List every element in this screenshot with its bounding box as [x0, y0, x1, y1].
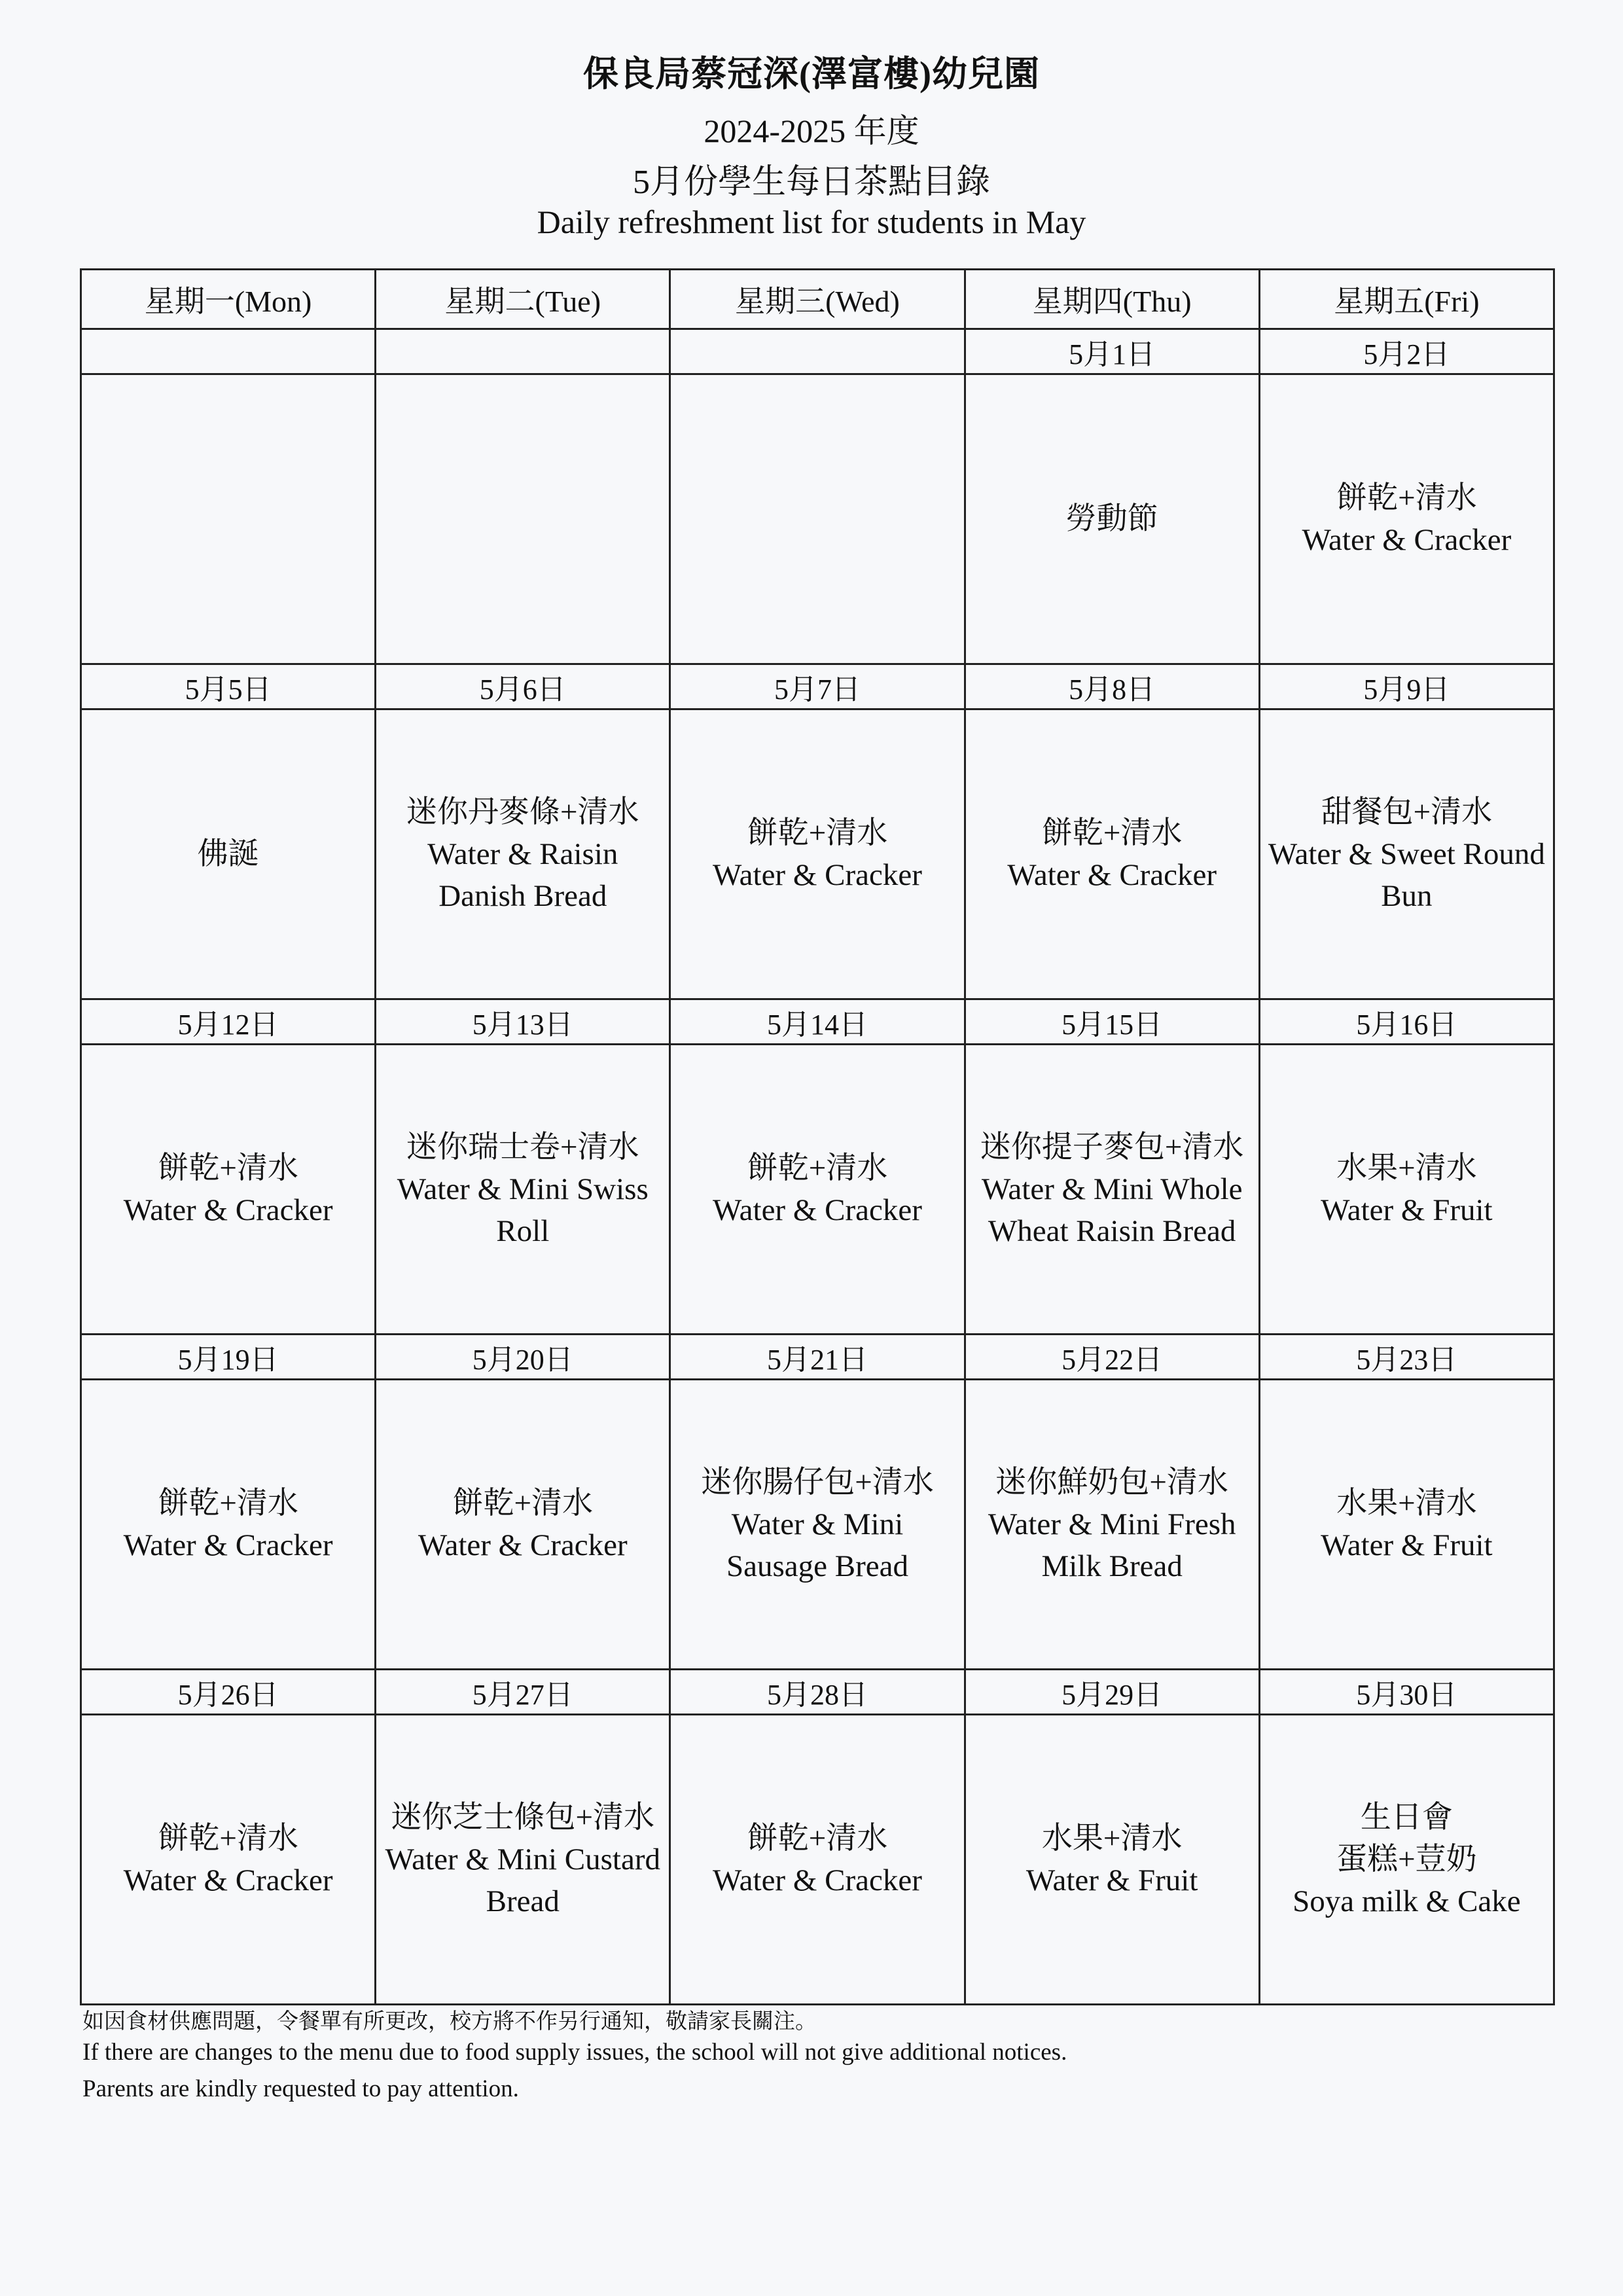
menu-cell — [376, 1380, 670, 1670]
menu-cell — [81, 1380, 376, 1670]
weekday-header: 星期二(Tue) — [376, 270, 670, 329]
menu-item-line: 水果+清水 — [1336, 1151, 1477, 1185]
menu-item-line: Water & Fruit — [1321, 1193, 1493, 1227]
menu-row — [81, 1380, 1554, 1670]
menu-item-line: Water & Cracker — [713, 858, 922, 892]
date-cell: 5月28日 — [670, 1670, 965, 1715]
menu-item-line: Danish Bread — [438, 879, 607, 913]
menu-item-line: 甜餐包+清水 — [1321, 795, 1493, 829]
menu-item-line: 餅乾+清水 — [747, 816, 888, 850]
date-cell: 5月29日 — [965, 1670, 1259, 1715]
menu-item-line: Water & Fruit — [1026, 1863, 1198, 1897]
menu-cell — [670, 709, 965, 999]
school-year: 2024-2025 年度 — [704, 113, 919, 149]
menu-item-line: Water & Cracker — [1302, 523, 1512, 557]
menu-row — [81, 1715, 1554, 2005]
date-cell: 5月26日 — [81, 1670, 376, 1715]
date-cell: 5月30日 — [1259, 1670, 1554, 1715]
menu-item-line: 迷你丹麥條+清水 — [406, 795, 639, 829]
weekday-header: 星期五(Fri) — [1259, 270, 1554, 329]
date-cell: 5月19日 — [81, 1335, 376, 1380]
menu-cell — [670, 374, 965, 664]
menu-cell — [1259, 1715, 1554, 2005]
menu-item-line: 餅乾+清水 — [158, 1486, 298, 1520]
menu-item-line: Bread — [486, 1884, 560, 1918]
date-row — [81, 329, 1554, 374]
weekday-header: 星期三(Wed) — [670, 270, 965, 329]
menu-cell — [81, 374, 376, 664]
menu-item-line: 水果+清水 — [1041, 1821, 1183, 1856]
page-title-zh: 5月份學生每日茶點目錄 — [632, 164, 990, 201]
school-name: 保良局蔡冠深(澤富樓)幼兒園 — [583, 54, 1040, 94]
menu-cell — [81, 709, 376, 999]
date-cell: 5月20日 — [376, 1335, 670, 1380]
menu-item-line: Wheat Raisin Bread — [988, 1214, 1236, 1248]
menu-item-line: Water & Cracker — [713, 1863, 922, 1897]
menu-row — [81, 374, 1554, 664]
menu-cell — [965, 1715, 1259, 2005]
date-cell — [670, 329, 965, 374]
menu-cell — [670, 1715, 965, 2005]
menu-item-line: 勞動節 — [1065, 502, 1158, 536]
menu-cell — [376, 1045, 670, 1335]
date-cell: 5月1日 — [965, 329, 1259, 374]
menu-row — [81, 1045, 1554, 1335]
menu-item-line: Water & Cracker — [123, 1528, 333, 1562]
weekday-header: 星期一(Mon) — [81, 270, 376, 329]
menu-item-line: Water & Mini — [731, 1507, 904, 1541]
footer-note-zh: 如因食材供應問題，令餐單有所更改，校方將不作另行通知，敬請家長關注。 — [82, 2010, 817, 2034]
menu-item-line: 餅乾+清水 — [1041, 816, 1183, 850]
date-cell: 5月2日 — [1259, 329, 1554, 374]
menu-item-line: Water & Cracker — [713, 1193, 922, 1227]
refreshment-table — [80, 268, 1555, 2005]
date-cell: 5月12日 — [81, 999, 376, 1045]
menu-item-line: Bun — [1381, 879, 1433, 913]
menu-item-line: Water & Fruit — [1321, 1528, 1493, 1562]
menu-cell — [1259, 1045, 1554, 1335]
menu-item-line: 迷你提子麥包+清水 — [980, 1130, 1244, 1164]
menu-cell — [965, 709, 1259, 999]
menu-item-line: 餅乾+清水 — [747, 1151, 888, 1185]
menu-item-line: Water & Cracker — [418, 1528, 628, 1562]
menu-cell — [376, 709, 670, 999]
menu-item-line: Water & Cracker — [123, 1863, 333, 1897]
menu-item-line: 迷你瑞士卷+清水 — [406, 1130, 639, 1164]
page-title-en: Daily refreshment list for students in May — [537, 204, 1086, 240]
date-row — [81, 664, 1554, 709]
footer-note-en-1: If there are changes to the menu due to food supply issues, the school will not give additional notices. — [82, 2039, 1067, 2066]
menu-cell — [965, 1045, 1259, 1335]
date-cell — [81, 329, 376, 374]
menu-item-line: Roll — [496, 1214, 550, 1248]
menu-cell — [81, 1715, 376, 2005]
date-cell: 5月22日 — [965, 1335, 1259, 1380]
menu-item-line: Water & Mini Custard — [385, 1842, 660, 1876]
menu-item-line: Water & Sweet Round — [1268, 837, 1545, 871]
menu-item-line: 蛋糕+荳奶 — [1336, 1842, 1477, 1876]
menu-item-line: 餅乾+清水 — [158, 1821, 298, 1856]
date-cell: 5月5日 — [81, 664, 376, 709]
menu-item-line: 佛誕 — [197, 837, 259, 871]
menu-item-line: 生日會 — [1360, 1801, 1453, 1835]
date-cell: 5月13日 — [376, 999, 670, 1045]
menu-item-line: Water & Raisin — [427, 837, 618, 871]
menu-item-line: 迷你芝士條包+清水 — [391, 1801, 655, 1835]
menu-cell — [670, 1045, 965, 1335]
date-cell: 5月23日 — [1259, 1335, 1554, 1380]
menu-cell — [965, 374, 1259, 664]
menu-cell — [1259, 1380, 1554, 1670]
menu-item-line: 餅乾+清水 — [452, 1486, 594, 1520]
date-row — [81, 999, 1554, 1045]
date-cell — [376, 329, 670, 374]
date-cell: 5月14日 — [670, 999, 965, 1045]
menu-item-line: Water & Mini Swiss — [397, 1172, 649, 1206]
menu-cell — [1259, 374, 1554, 664]
menu-item-line: 水果+清水 — [1336, 1486, 1477, 1520]
menu-cell — [376, 1715, 670, 2005]
menu-item-line: Soya milk & Cake — [1293, 1884, 1521, 1918]
menu-cell — [81, 1045, 376, 1335]
date-cell: 5月15日 — [965, 999, 1259, 1045]
date-cell: 5月27日 — [376, 1670, 670, 1715]
weekday-header-row — [81, 270, 1554, 329]
menu-item-line: 餅乾+清水 — [158, 1151, 298, 1185]
date-row — [81, 1335, 1554, 1380]
menu-cell — [1259, 709, 1554, 999]
menu-item-line: Milk Bread — [1041, 1549, 1183, 1583]
menu-cell — [670, 1380, 965, 1670]
menu-item-line: Water & Cracker — [1007, 858, 1217, 892]
date-cell: 5月8日 — [965, 664, 1259, 709]
menu-item-line: Water & Mini Whole — [981, 1172, 1243, 1206]
menu-item-line: 迷你腸仔包+清水 — [701, 1465, 934, 1499]
menu-item-line: 迷你鮮奶包+清水 — [995, 1465, 1228, 1499]
menu-item-line: Water & Mini Fresh — [988, 1507, 1236, 1541]
menu-row — [81, 709, 1554, 999]
menu-cell — [965, 1380, 1259, 1670]
footer-note-en-2: Parents are kindly requested to pay attention. — [82, 2075, 519, 2102]
menu-item-line: 餅乾+清水 — [1336, 481, 1477, 515]
date-cell: 5月9日 — [1259, 664, 1554, 709]
date-cell: 5月6日 — [376, 664, 670, 709]
menu-item-line: Water & Cracker — [123, 1193, 333, 1227]
menu-cell — [376, 374, 670, 664]
menu-item-line: 餅乾+清水 — [747, 1821, 888, 1856]
weekday-header: 星期四(Thu) — [965, 270, 1259, 329]
date-cell: 5月7日 — [670, 664, 965, 709]
menu-item-line: Sausage Bread — [726, 1549, 908, 1583]
date-row — [81, 1670, 1554, 1715]
date-cell: 5月21日 — [670, 1335, 965, 1380]
date-cell: 5月16日 — [1259, 999, 1554, 1045]
